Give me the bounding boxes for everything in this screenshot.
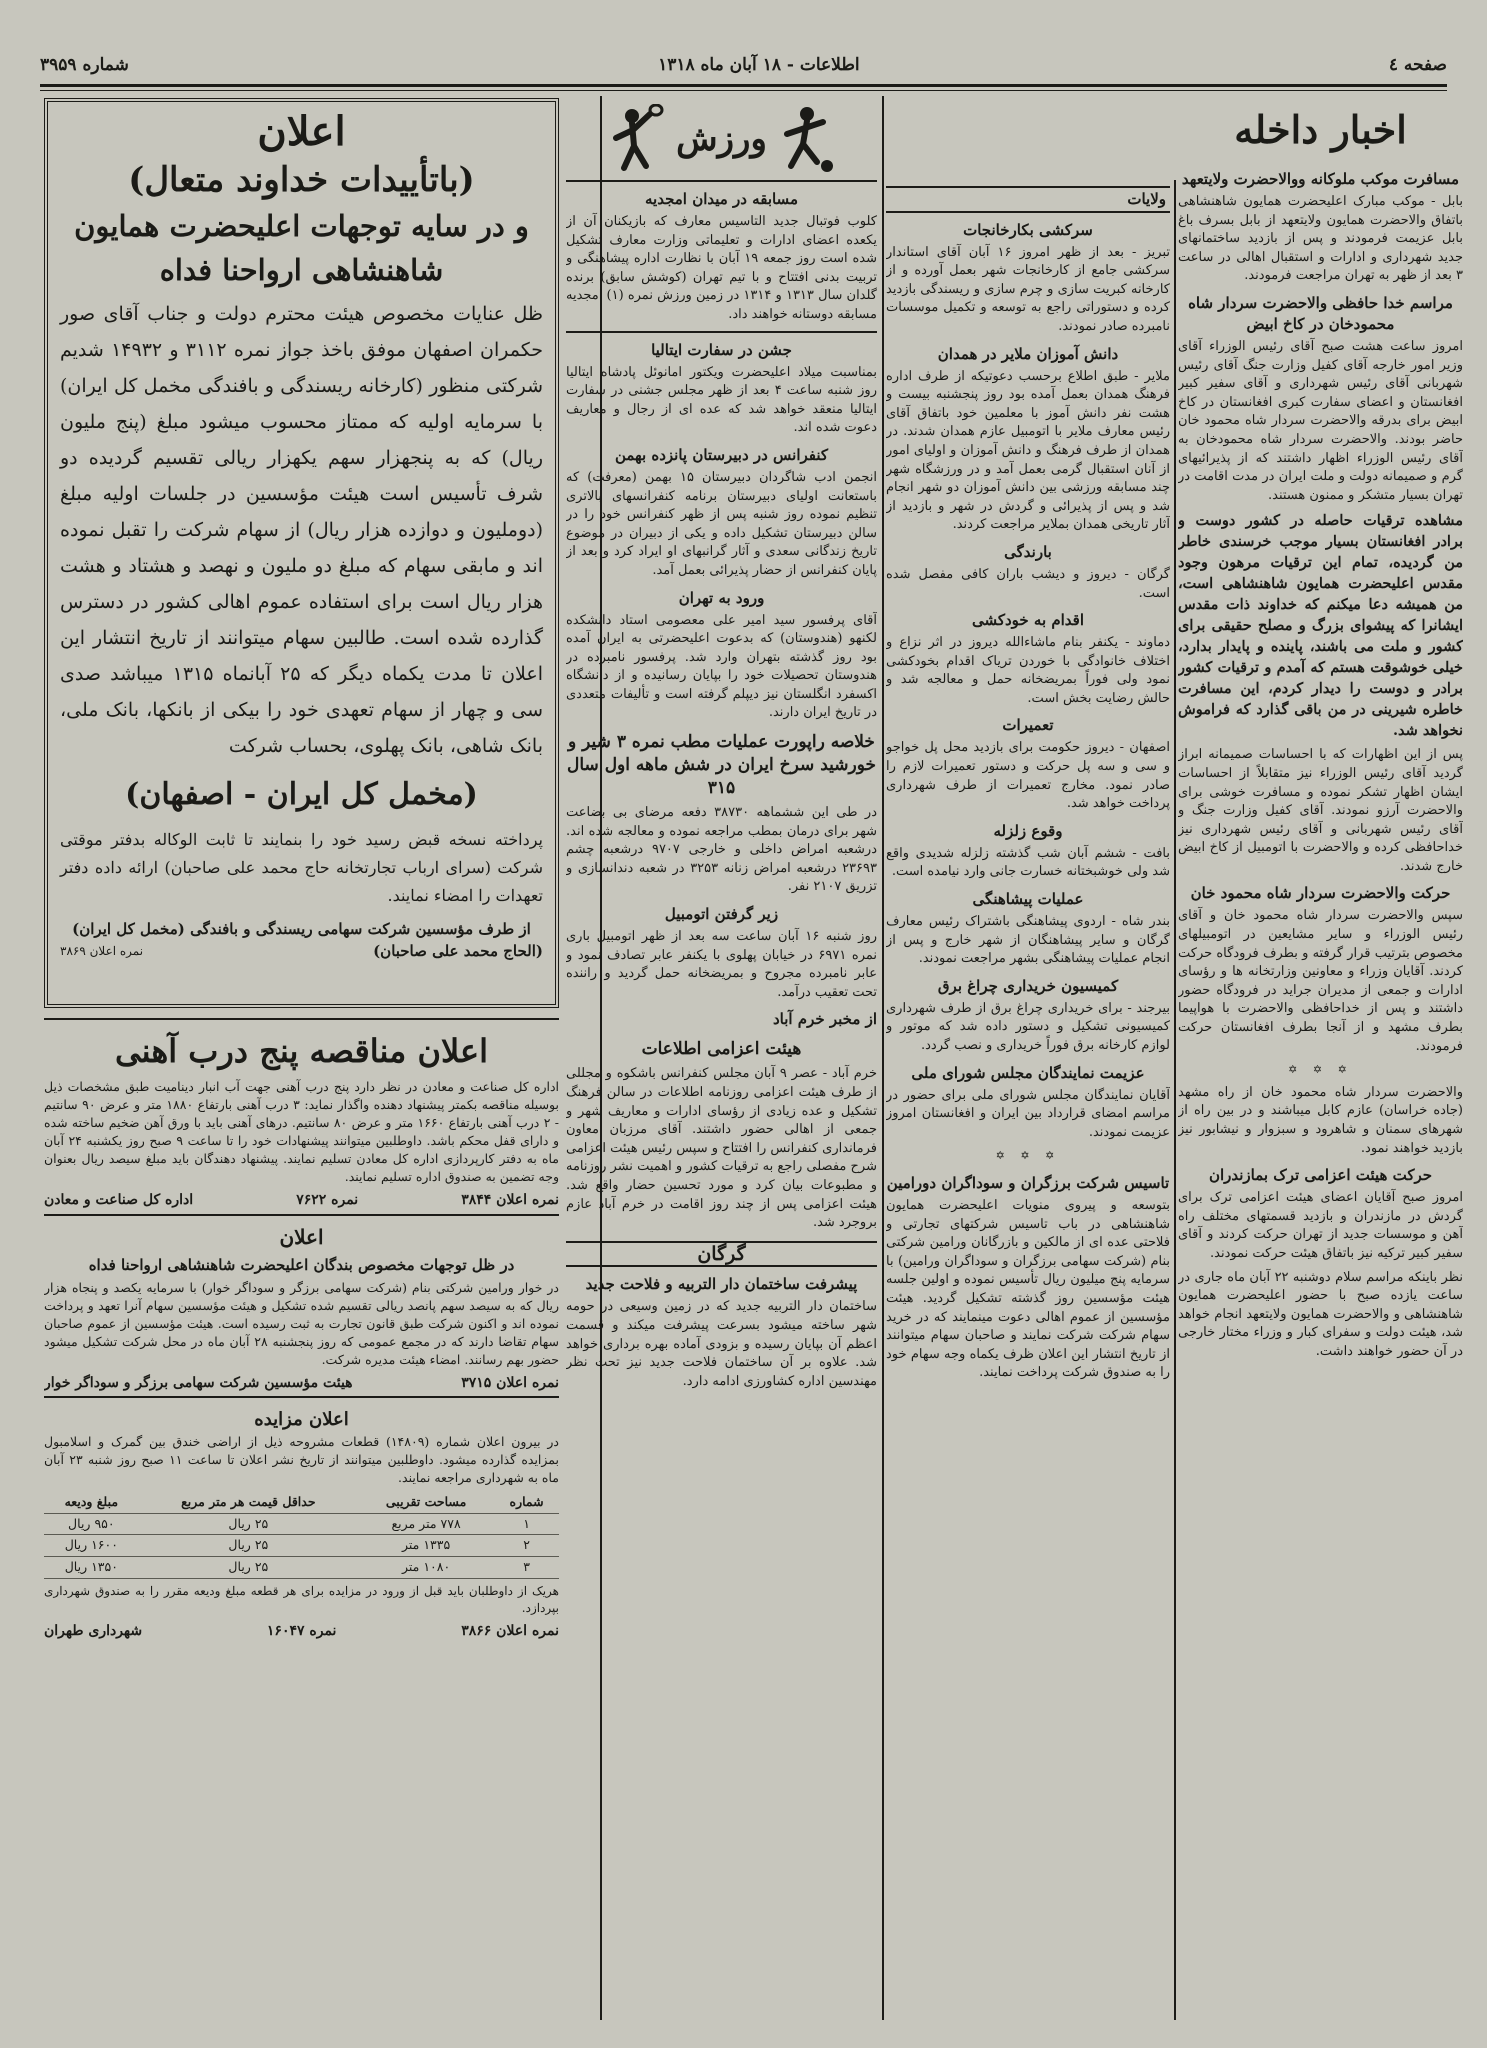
article-body: والاحضرت سردار شاه محمود خان از راه مشهد (جاده خراسان) عازم کابل میباشند و در بین راه از شهرهای سمنان و شاهرود و سبزوار و نیشابور نیز بازدید خواهند نمود.: [1178, 1084, 1463, 1156]
ad-signature: هیئت مؤسسین شرکت سهامی برزگر و سوداگر خوار: [44, 1374, 353, 1391]
masthead-akhbar-dakheleh: اخبار داخله: [1234, 107, 1407, 152]
article-title: دانش آموزان ملایر در همدان: [937, 344, 1119, 363]
football-player-icon: [777, 104, 837, 174]
column-middle: [566, 98, 877, 2020]
article-title: جشن در سفارت ایتالیا: [651, 340, 792, 359]
table-header: حداقل قیمت هر متر مربع: [139, 1492, 358, 1513]
ad-footer: [44, 1622, 559, 1641]
table-cell: ۷۷۸ متر مربع: [358, 1513, 494, 1535]
ad-footer: [44, 1374, 559, 1393]
article-title: پیشرفت ساختمان دار التربیه و فلاحت جدید: [585, 1275, 858, 1294]
ad-tender-iron-doors: [44, 1018, 559, 1210]
article-body: تبریز - بعد از ظهر امروز ۱۶ آبان آقای استاندار سرکشی جامع از کارخانجات شهر بعمل آورده و از کارخانه کبریت سازی و چرم سازی و ریسندگی بازدید کرده و دستوراتی راجع به توسعه و تکمیل موسسات نامبرده صادر نمودند.: [886, 244, 1170, 334]
table-cell: ۲: [494, 1535, 559, 1557]
ad-body: ظل عنایات مخصوص هیئت محترم دولت و جناب آقای صور حکمران اصفهان موفق باخذ جواز نمره ۳۱۱۲ و ۱۴۹۳۲ شدیم شرکتی منظور (کارخانه ریسندگی و بافندگی مخمل کل ایران) با سرمایه اولیه که ممتاز محسوب میشود مبلغ (پنج ملیون ریال) که به پنجهزار سهم یکهزار ریالی تقسیم گردیده دو شرف تأسیس است هیئت مؤسسین در جلسات اولیه مبلغ (دوملیون و دوازده هزار ریال) از سهام شرکت را تقبل نموده اند و مابقی سهام که مبلغ دو ملیون و نهصد و هشتاد و هشت هزار ریال است برای استفاده عموم اهالی کشور در دسترس گذارده شده است. طالبین سهام میتوانند از تاریخ انتشار این اعلان تا مدت یکماه دیگر که ۲۵ آبانماه ۱۳۱۵ میباشد صدی سی و چهار از سهام تعهدی خود را بیکی از بانکها، بانک ملی، بانک شاهی، بانک پهلوی، بحساب شرکت: [60, 303, 543, 757]
article-title: عملیات پیشاهنگی: [972, 890, 1084, 909]
article-body: در طی این ششماهه ۳۸۷۳۰ دفعه مرضای بی بضاعت شهر برای درمان بمطب مراجعه نموده و معالجه شده اند. درشعبه امراض داخلی و خارجی ۹۷۰۷ درشعبه چشم ۲۳۶۹۳ درشعبه امراض زنانه ۳۲۵۳ در شعبه دندانسازی و تزریق ۲۱۰۷ نفر.: [566, 805, 877, 895]
article-body: نظر باینکه مراسم سلام دوشنبه ۲۲ آبان ماه جاری در ساعت یازده صبح با حضور اعلیحضرت همایون شاهنشاهی و والاحضرت همایون ولایتعهد انجام خواهد شد، هیئت دولت و سفرای کبار و وزراء مختار خارجی در آن حضور خواهند داشت.: [1178, 1269, 1463, 1359]
article-body: خرم آباد - عصر ۹ آبان مجلس کنفرانس باشکوه و مجللی از طرف هیئت اعزامی روزنامه اطلاعات در سالن فرهنگ تشکیل و عده زیادی از رؤسای ادارات و معاریف شهر و جمعی از اهالی حضور داشتند. آقای مرزبان معاون فرمانداری کنفرانس را افتتاح و سپس رئیس هیئت اعزامی شرح مفصلی راجع به ترقیات کشور و اهمیت نشر روزنامه و مطبوعات بیان کرد و مورد تحسین حضار واقع شد. هیئت اعزامی پس از چند روز اقامت در خرم آباد عازم بروجرد شد.: [566, 1066, 877, 1231]
article-title: تعمیرات: [1002, 716, 1054, 735]
ad-title: اعلان مناقصه پنج درب آهنی: [114, 1032, 489, 1070]
ad-makhmal-kol-iran: [44, 98, 559, 1008]
article-body: امروز ساعت هشت صبح آقای رئیس الوزراء آقای وزیر امور خارجه آقای کفیل وزارت جنگ آقای رئیس شهربانی آقای رئیس شهرداری و آقای سفیر کبیر افغانستان و اعضای سفارت کبری افغانستان در کاخ ابیض برای بدرقه والاحضرت سردار شاه محمود خان حاضر بودند. والاحضرت سردار شاه محمودخان به آقای رئیس الوزراء اظهار داشتند که از پذیرائیهای گرم و صمیمانه دولت و ملت ایران در مدت اقامت در تهران بسیار متشکر و ممنون هستند.: [1178, 338, 1463, 503]
ad-number: نمره اعلان ۳۸۴۴: [461, 1192, 559, 1208]
correspondent-tag: از مخبر خرم آباد: [772, 1010, 877, 1029]
article-body: بمناسبت میلاد اعلیحضرت ویکتور امانوئل پادشاه ایتالیا روز شنبه ساعت ۴ بعد از ظهر مجلس جشنی در سفارت ایتالیا منعقد خواهد شد که عده ای از رجال و معاریف دعوت شده اند.: [566, 364, 877, 436]
ad-body: در بیرون اعلان شماره (۱۴۸۰۹) قطعات مشروحه ذیل از اراضی خندق بین گمرک و اسلامبول بمزایده گذارده میشود. داوطلبین میتوانند از تاریخ نشر اعلان تا ساعت ۱۱ صبح روز شنبه ۲۳ آبان ماه به شهرداری مراجعه نمایند.: [44, 1434, 559, 1486]
sport-header: [566, 98, 877, 182]
ad-ref: نمره ۱۶۰۴۷: [266, 1622, 337, 1639]
issue-number: شماره ۳۹۵۹: [40, 55, 129, 75]
ad-signature-row: [60, 940, 543, 962]
article-body: کلوب فوتبال جدید التاسیس معارف که بازیکنان آن از یکعده اعضای ادارات و تعلیماتی وزارت معارف تشکیل شده است روز جمعه ۱۹ آبان با نظارت اداره پیشاهنگی و تربیت بدنی افتتاح و با تیم تهران (کوشش سابق) برنده گلدان سال ۱۳۱۳ و ۱۳۱۴ در زمین ورزش نمره (۱) امجدیه مسابقه دوستانه خواهند داد.: [566, 214, 877, 322]
column-divider: [1174, 180, 1176, 2020]
table-row: [44, 1535, 559, 1557]
ad-dedication: و در سایه توجهات اعلیحضرت همایون شاهنشاهی ارواحنا فداه: [74, 209, 529, 287]
article-title: تاسیس شرکت برزگران و سوداگران دورامین: [886, 1173, 1170, 1192]
table-cell: ۱۰۸۰ متر: [358, 1556, 494, 1578]
ad-subtitle: در ظل توجهات مخصوص بندگان اعلیحضرت شاهنشاهی ارواحنا فداه: [88, 1255, 515, 1274]
article-title: عزیمت نمایندگان مجلس شورای ملی: [911, 1063, 1145, 1082]
article-title: مسابقه در میدان امجدیه: [645, 190, 798, 208]
ad-signer: (الحاج محمد علی صاحبان): [373, 942, 543, 960]
article-title: ورود به تهران: [678, 588, 765, 607]
page-number: صفحه ٤: [1388, 55, 1447, 75]
quoted-statement: مشاهده ترقیات حاصله در کشور دوست و برادر افغانستان بسیار موجب خرسندی خاطر من گردیده، تمام این ترقیات مرهون وجود مقدس اعلیحضرت همایون شاهنشاهی است، من همیشه دعا میکنم که خداوند ذات مقدس ایشانرا که پیشوای بزرگ و مصلح حقیقی برای کشور و ملت می باشند، پاینده و پایدار بدارد، خیلی خوشوقت هستم که آمدم و ترقیات کشور برادر و دوست را دیدار کردم، این مسافرت خاطره شیرینی در من باقی گذارد که فراموش نخواهد شد.: [1178, 512, 1463, 740]
article-body: ملایر - طبق اطلاع برحسب دعوتیکه از طرف اداره فرهنگ همدان بعمل آمده بود روز پنجشنبه بیست و هشت نفر دانش آموز با معلمین خود باتفاق آقای رئیس معارف ملایر با اتومبیل عازم همدان شدند. در همدان از طرف فرهنگ و دانش آموزان و اولیای امور از آنان استقبال گرمی بعمل آمد و در ورزشگاه شهر چند مسابقه ورزشی بین دانش آموزان دو شهر انجام شد و پس از پذیرائی و گردش در شهر و بازدید از آثار تاریخی همدان بملایر مراجعت کردند.: [886, 368, 1170, 533]
article-title: هیئت اعزامی اطلاعات: [641, 1039, 802, 1060]
ad-number: نمره اعلان ۳۷۱۵: [461, 1374, 559, 1391]
article-title: خلاصه راپورت عملیات مطب نمره ۳ شیر و خورشید سرخ ایران در شش ماهه اول سال ۳۱۵: [567, 732, 876, 799]
separator-stars: ✡ ✡ ✡: [995, 1149, 1061, 1163]
article-body: بندر شاه - اردوی پیشاهنگی باشتراک رئیس معارف گرگان و سایر پیشاهنگان از شهر خارج و پس از انجام عملیات پیشاهنگی بشهر مراجعت نمودند.: [886, 914, 1170, 967]
article-body: بتوسعه و پیروی منویات اعلیحضرت همایون شاهنشاهی در باب تاسیس شرکتهای تجارتی و فلاحتی عده ای از مالکین و بازرگانان ورامین شرکتی بنام (شرکت سهامی برزگران و سوداگران ورامین) با سرمایه پنج میلیون ریال تأسیس نموده و اولین جلسه هیئت مؤسسین روز گذشته تشکیل گردید. هیئت مؤسسین از عموم اهالی دعوت مینمایند که در خرید سهام شرکت شرکت نمایند و صاحبان سهام میتوانند از تاریخ انتشار این اعلان ظرف یکماه وجه سهام خود را به صندوق شرکت پرداخت نمایند.: [886, 1197, 1170, 1381]
table-cell: ۱۶۰۰ ریال: [44, 1535, 139, 1557]
ad-body: در خوار ورامین شرکتی بنام (شرکت سهامی برزگر و سوداگر خوار) با سرمایه یکصد و پنجاه هزار ریال که به سیصد سهم پانصد ریالی تقسیم شده تشکیل و هیئت مؤسسین سهام آنرا تعهد و پرداخت نموده اند و اکنون شرکت طبق قانون تجارت به ثبت رسیده است. هیئت مؤسسین از عموم صاحبان سهام تقاضا دارند که در مجمع عمومی که روز پنجشنبه ۲۸ آبان ماه در محل شرکت تشکیل میشود حضور بهم رسانند. امضاء هیئت مدیره شرکت.: [44, 1279, 559, 1367]
article-body: آقایان نمایندگان مجلس شورای ملی برای حضور در مراسم امضای قرارداد بین ایران و افغانستان امروز عزیمت نمودند.: [886, 1087, 1170, 1140]
ad-footer: [44, 1191, 559, 1210]
table-header: مساحت تقریبی: [358, 1492, 494, 1513]
table-cell: ۱۳۵۰ ریال: [44, 1556, 139, 1578]
article-body: ساختمان دار التربیه جدید که در زمین وسیعی در حومه شهر ساخته میشود بسرعت پیشرفت میکند و قسمت اعظم آن بپایان رسیده و بزودی آماده بهره برداری خواهد شد. علاوه بر آن ساختمان فلاحت جدید نیز تحت نظر مهندسین اداره کشاورزی ادامه دارد.: [566, 1299, 877, 1389]
table-cell: ۳: [494, 1556, 559, 1578]
tennis-player-icon: [606, 104, 666, 174]
article-body: دماوند - یکنفر بنام ماشاءالله دیروز در اثر نزاع و اختلاف خانوادگی با خوردن تریاک اقدام بخودکشی نمود ولی فوراً بمریضخانه حمل و معالجه شد و حالش رضایت بخش است.: [886, 635, 1170, 706]
header-rule-thin: [40, 90, 1447, 91]
table-cell: ۹۵۰ ریال: [44, 1513, 139, 1535]
page-header: [40, 50, 1447, 80]
ad-invocation: (باتأییدات خداوند متعال): [128, 160, 475, 200]
column-divider: [882, 96, 884, 2020]
article-title: وقوع زلزله: [993, 821, 1063, 840]
ad-ref: نمره ۷۶۲۲: [296, 1192, 359, 1208]
ad-title: اعلان: [257, 108, 346, 155]
column-center-right: [886, 180, 1170, 2020]
article-title: حرکت والاحضرت سردار شاه محمود خان: [1190, 884, 1451, 903]
table-cell: ۲۵ ریال: [139, 1556, 358, 1578]
table-header-row: [44, 1492, 559, 1513]
article-body: گرگان - دیروز و دیشب باران کافی مفصل شده است.: [886, 566, 1170, 601]
article-title: بارندگی: [1004, 542, 1052, 561]
article-body: انجمن ادب شاگردان دبیرستان ۱۵ بهمن (معرفت) که باستعانت اولیای دبیرستان برنامه کنفرانسهای بالاتری تنظیم نموده روز شنبه پس از ظهر کنفرانس خود را در سالن دبیرستان تشکیل داده و یکی از دبیران در موضوع تاریخ زندگانی سعدی و آثار گرانبهای او ایراد کرد و بعد از پایان کنفرانس از حضار پذیرائی بعمل آمد.: [566, 469, 877, 578]
city-heading: گرگان: [566, 1241, 877, 1268]
ad-signature: از طرف مؤسسین شرکت سهامی ریسندگی و بافندگی (مخمل کل ایران): [72, 920, 531, 938]
article-title: حرکت هیئت اعزامی ترک بمازندران: [1208, 1166, 1433, 1185]
ad-body: اداره کل صناعت و معادن در نظر دارد پنج درب آهنی جهت آب انبار دیناميت طبق مشخصات ذیل بوسیله مناقصه بکمتر پیشنهاد دهنده واگذار نماید: ۳ درب آهنی بارتفاع ۱۸۸۰ متر و عرض ۹۰ سانتیم - ۲ درب آهنی بارتفاع ۱۶۶۰ متر و عرض ۸۰ سانتیم. درهای آهنی باید با ورق آهن ضخیم ساخته شده و دارای قفل محکم باشد. داوطلبین میتوانند پیشنهادات خود را تا ساعت ۹ صبح روز یکشنبه ۲۴ آبان ماه به دفتر کارپردازی اداره کل معادن تسلیم نمایند. پیشنهاد دهندگان باید مبلغ سیصد ریال بعنوان وجه تضمین به صندوق اداره تسلیم نمایند.: [44, 1079, 559, 1184]
article-title: مراسم خدا حافظی والاحضرت سردار شاه محمودخان در کاخ ابیض: [1188, 293, 1453, 333]
article-body: بیرجند - برای خریداری چراغ برق از طرف شهرداری کمیسیونی تشکیل و دستور داده شد که موتور و لوازم کارخانه برق فوراً خریداری و نصب گردد.: [886, 1000, 1170, 1053]
ad-note: هریک از داوطلبان باید قبل از ورود در مزایده برای هر قطعه مبلغ ودیعه مقرر را به صندوق شهرداری بپردازد.: [44, 1583, 559, 1615]
header-rule: [40, 84, 1447, 87]
ad-auction: [44, 1396, 559, 1640]
table-cell: ۲۵ ریال: [139, 1513, 358, 1535]
column-left-ads: [44, 98, 559, 2020]
auction-table: [44, 1492, 559, 1578]
sport-title: ورزش: [676, 118, 767, 159]
article-title: مسافرت موکب ملوکانه ووالاحضرت ولایتعهد: [1181, 170, 1460, 188]
ad-company-name: (مخمل کل ایران - اصفهان): [125, 777, 478, 812]
article-body: آقای پرفسور سید امیر علی معصومی استاد دانشکده لکنهو (هندوستان) که بدعوت اعلیحضرتی به ایران آمده بود روز گذشته بتهران وارد شد. پرفسور نامبرده در هندوستان تحصیلات خود را بپایان رسانیده و از دانشگاه اکسفرد انگلستان نیز دیپلم گرفته است و تألیفات متعددی در تاریخ ایران دارند.: [566, 612, 877, 721]
divider: [566, 331, 877, 333]
ad-title: اعلان مزایده: [254, 1409, 349, 1431]
article-body: سپس والاحضرت سردار شاه محمود خان و آقای رئیس الوزراء و سایر مشایعین در اتومبیلهای مخصوص بترتیب قرار گرفته و بطرف فرودگاه حرکت کردند. آقایان وزراء و معاونین وزارتخانه ها و رؤسای ادارات و جمعی از مدیران جراید در فرودگاه حضور داشتند و پس از خداحافظی والاحضرت با هواپیما بطرف مشهد و از آنجا بطرف افغانستان حرکت فرمودند.: [1178, 908, 1463, 1054]
ad-number: نمره اعلان ۳۸۶۶: [461, 1622, 559, 1639]
table-row: [44, 1513, 559, 1535]
table-cell: ۱۳۳۵ متر: [358, 1535, 494, 1557]
article-body: امروز صبح آقایان اعضای هیئت اعزامی ترک برای گردش در مازندران و بازدید قسمتهای مختلف راه آهن و موسسات جدید از تهران حرکت کردند و آقای سفیر کبیر ترکیه نیز باتفاق هیئت حرکت نمودند.: [1178, 1190, 1463, 1261]
column-right: [1178, 98, 1463, 2020]
table-row: [44, 1556, 559, 1578]
header-date: اطلاعات - ۱۸ آبان ماه ۱۳۱۸: [658, 55, 860, 75]
article-body: بافت - ششم آبان شب گذشته زلزله شدیدی واقع شد ولی خوشبختانه خسارت جانی وارد نیامده است.: [886, 845, 1170, 880]
article-title: اقدام به خودکشی: [971, 611, 1085, 630]
separator-stars: ✡ ✡ ✡: [1288, 1063, 1353, 1077]
article-body: بابل - موکب مبارک اعلیحضرت همایون شاهنشاهی باتفاق والاحضرت همایون ولایتعهد از بابل بسرف باغ بابل عزیمت فرمودند و پس از بازدید ساختمانهای جدید شهرداری و ادارات و استقبال اهالی در ساعت ۳ بعد از ظهر به تهران مراجعت فرمودند.: [1178, 194, 1463, 284]
article-title: کنفرانس در دبیرستان پانزده بهمن: [614, 445, 829, 464]
ad-number: نمره اعلان ۳۸۶۹: [60, 943, 144, 958]
ad-title: اعلان: [279, 1224, 324, 1249]
article-title: کمیسیون خریداری چراغ برق: [937, 976, 1119, 995]
article-body: روز شنبه ۱۶ آبان ساعت سه بعد از ظهر اتومبیل باری نمره ۶۹۷۱ در خیابان پهلوی با یکنفر عابر تصادف نمود و عابر نامبرده مجروح و بمریضخانه حمل گردید و راننده تحت تعقیب درآمد.: [566, 929, 877, 1000]
article-body: پس از این اظهارات که با احساسات صمیمانه ابراز گردید آقای رئیس الوزراء نیز متقابلاً از احساسات ایشان اظهار تشکر نموده و مسافرت خوشی برای والاحضرت آرزو نمودند. آقای کفیل وزارت جنگ و آقای رئیس شهربانی و آقای رئیس شهرداری نیز خداحافظی کرده و والاحضرت با اتومبیل از کاخ ابیض خارج شدند.: [1178, 747, 1463, 874]
ad-tail: پرداخته نسخه قبض رسید خود را بنمایند تا ثابت الوکاله بدفتر موقتی شرکت (سرای ارباب تجارتخانه حاج محمد علی صاحبان) ارائه داده دفتر تعهدات را امضاء نمایند.: [60, 830, 543, 905]
table-cell: ۱: [494, 1513, 559, 1535]
article-title: زیر گرفتن اتومبیل: [664, 905, 779, 924]
table-cell: ۲۵ ریال: [139, 1535, 358, 1557]
article-title: سرکشی بکارخانجات: [963, 220, 1093, 239]
table-header: شماره: [494, 1492, 559, 1513]
section-tag: ولایات: [886, 186, 1170, 213]
ad-org: اداره کل صناعت و معادن: [44, 1192, 194, 1208]
article-body: اصفهان - دیروز حکومت برای بازدید محل پل خواجو و سی و سه پل حرکت و دستور تعمیرات لازم را صادر نمود. مخارج تعمیرات از طرف شهرداری پرداخت خواهد شد.: [886, 740, 1170, 812]
table-header: مبلغ ودیعه: [44, 1492, 139, 1513]
ad-org: شهرداری طهران: [44, 1622, 143, 1639]
ad-khar-company: [44, 1214, 559, 1393]
